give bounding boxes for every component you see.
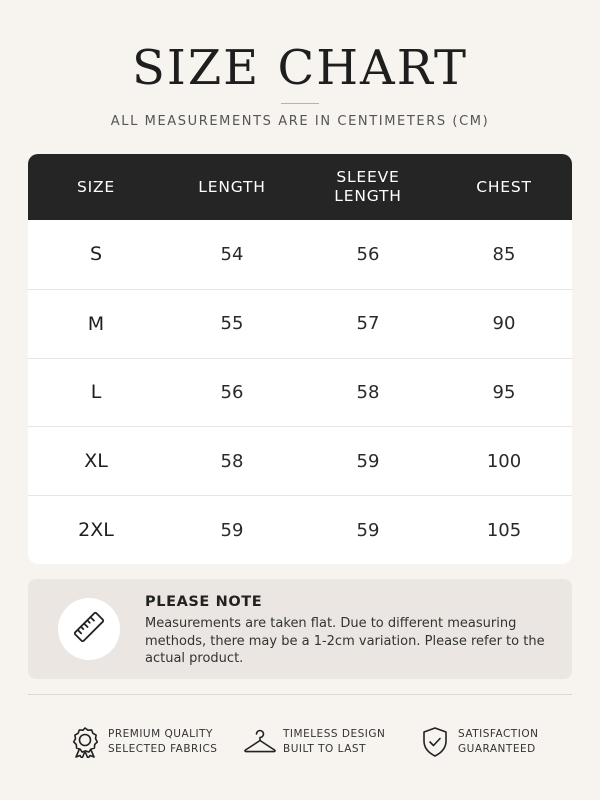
feature-text	[458, 727, 538, 757]
length-cell: 54	[220, 243, 244, 265]
column-header-chest: CHEST	[476, 177, 532, 196]
length-cell: 55	[220, 313, 244, 335]
table-row	[28, 358, 572, 427]
length-cell: 58	[220, 450, 244, 472]
sleeve-length-cell: 58	[356, 381, 380, 403]
feature-line2: GUARANTEED	[458, 743, 536, 755]
note-box	[28, 579, 572, 679]
shield-check-icon	[418, 725, 452, 759]
column-header-size: SIZE	[76, 177, 116, 196]
footer-divider	[28, 694, 572, 695]
chest-cell: 100	[486, 450, 522, 472]
chest-cell: 95	[492, 381, 516, 403]
table-row	[28, 495, 572, 564]
size-cell: L	[90, 381, 102, 404]
column-header-sleeve-length: SLEEVE LENGTH	[334, 168, 402, 205]
feature-satisfaction	[418, 722, 538, 762]
chest-cell: 90	[492, 313, 516, 335]
table-row	[28, 426, 572, 495]
feature-text	[108, 727, 217, 757]
size-table	[28, 154, 572, 564]
sleeve-length-cell: 57	[356, 313, 380, 335]
chest-cell: 105	[486, 519, 522, 541]
table-row	[28, 289, 572, 358]
table-body	[28, 220, 572, 564]
column-header-length: LENGTH	[198, 177, 266, 196]
page-subtitle: ALL MEASUREMENTS ARE IN CENTIMETERS (CM)	[110, 114, 490, 129]
sleeve-length-cell: 59	[356, 519, 380, 541]
size-cell: M	[87, 312, 105, 335]
sleeve-length-cell: 56	[356, 243, 380, 265]
hanger-icon	[243, 725, 277, 759]
table-header	[28, 154, 572, 220]
size-cell: S	[89, 243, 103, 266]
note-icon-circle	[58, 598, 120, 660]
feature-line2: SELECTED FABRICS	[108, 743, 218, 755]
title-divider	[281, 103, 319, 104]
size-cell: XL	[84, 450, 108, 473]
feature-premium-quality	[68, 722, 217, 762]
size-cell: 2XL	[78, 519, 114, 542]
note-body: Measurements are taken flat. Due to different measuring methods, there may be a 1-2cm variation. Please refer to the actual product.	[145, 616, 545, 666]
sleeve-length-cell: 59	[356, 450, 380, 472]
length-cell: 56	[220, 381, 244, 403]
ruler-icon	[72, 610, 106, 648]
page-title: SIZE CHART	[131, 40, 469, 96]
length-cell: 59	[220, 519, 244, 541]
table-row	[28, 220, 572, 289]
feature-line2: BUILT TO LAST	[283, 743, 367, 755]
feature-text	[283, 727, 385, 757]
feature-timeless-design	[243, 722, 385, 762]
award-badge-icon	[68, 725, 102, 759]
feature-line1: PREMIUM QUALITY	[108, 728, 213, 740]
chest-cell: 85	[492, 243, 516, 265]
feature-line1: SATISFACTION	[458, 728, 539, 740]
note-title: PLEASE NOTE	[145, 594, 263, 610]
feature-line1: TIMELESS DESIGN	[283, 728, 386, 740]
